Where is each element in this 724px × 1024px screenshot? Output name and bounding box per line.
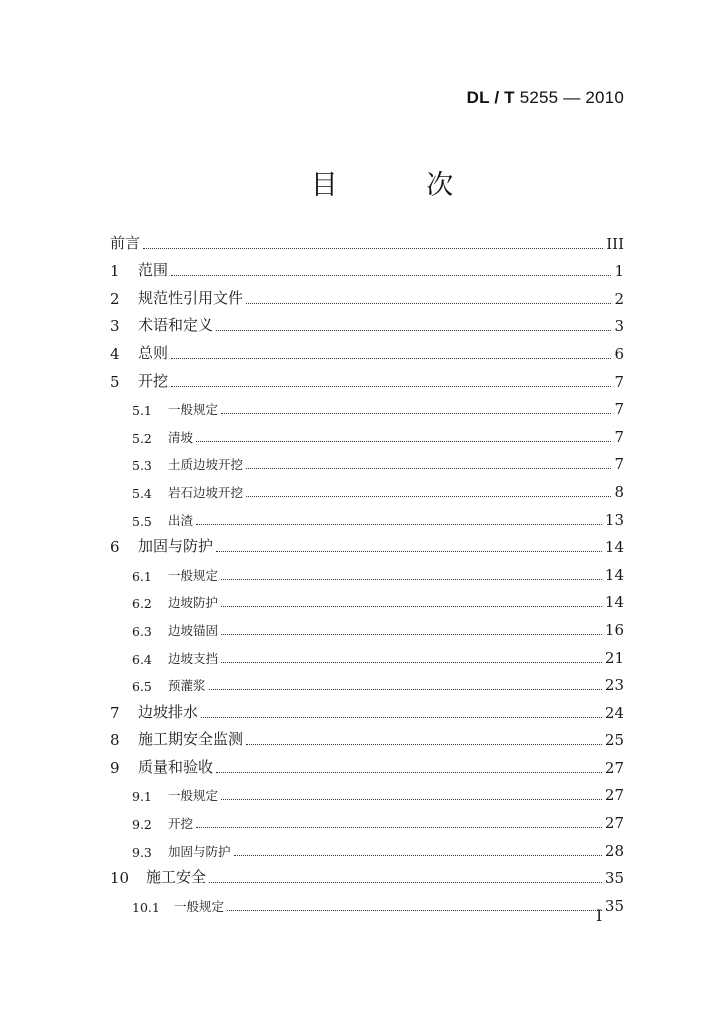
toc-entry-number: 6 [110,538,120,557]
toc-dot-leader [246,495,611,497]
toc-dot-leader [196,826,602,828]
toc-entry-number: 4 [110,344,120,363]
toc-entry-label: 边坡排水 [138,702,199,721]
toc-entry-number: 6.1 [132,568,152,584]
toc-entry-page: 7 [614,427,624,446]
toc-entry-page: 25 [604,731,624,750]
toc-entry-page: 27 [604,786,624,805]
toc-entry-label: 施工安全 [146,868,207,887]
toc-entry-number: 5.2 [132,430,152,446]
toc-entry-label: 土质边坡开挖 [168,457,244,473]
toc-dot-leader [216,771,602,773]
toc-entry-page: 14 [604,565,624,584]
toc-entry-number: 6.2 [132,596,152,612]
toc-entry-number: 7 [110,703,120,722]
toc-entry-label: 预灌浆 [168,678,206,694]
toc-entry[interactable] [110,780,624,808]
toc-dot-leader [246,467,611,469]
toc-entry-page: 27 [604,814,624,833]
toc-entry-number: 10 [110,869,130,888]
toc-dot-leader [143,247,603,249]
toc-entry[interactable] [110,752,624,780]
table-of-contents [110,228,624,918]
toc-entry-page: 2 [614,289,624,308]
toc-entry-number: 3 [110,317,120,336]
toc-entry-label: 术语和定义 [138,316,214,335]
toc-entry-page: 7 [614,372,624,391]
toc-entry[interactable] [110,835,624,863]
toc-dot-leader [234,854,602,856]
toc-entry[interactable] [110,807,624,835]
toc-dot-leader [216,329,611,331]
toc-entry-page: III [606,234,624,253]
toc-entry-page: 6 [614,344,624,363]
document-code-number: 5255 — 2010 [519,88,624,107]
toc-entry-label: 边坡支挡 [168,650,219,666]
toc-entry-number: 5.3 [132,458,152,474]
toc-dot-leader [196,440,611,442]
toc-dot-leader [201,716,602,718]
toc-entry-page: 3 [614,317,624,336]
toc-entry-page: 27 [604,758,624,777]
toc-entry-label: 清坡 [168,429,194,445]
toc-entry-number: 9.1 [132,789,152,805]
toc-entry-number: 5.1 [132,403,152,419]
toc-entry-page: 28 [604,841,624,860]
toc-entry-label: 一般规定 [168,402,219,418]
toc-entry-number: 10.1 [132,899,160,915]
toc-dot-leader [246,743,602,745]
toc-entry[interactable] [110,532,624,560]
toc-entry-number: 9.2 [132,817,152,833]
toc-entry[interactable] [110,697,624,725]
toc-entry-label: 出渣 [168,512,194,528]
toc-entry-page: 7 [614,400,624,419]
toc-dot-leader [171,274,611,276]
toc-entry[interactable] [110,421,624,449]
toc-entry-label: 总则 [138,343,169,362]
toc-entry-number: 1 [110,262,120,281]
toc-entry[interactable] [110,476,624,504]
toc-entry-label: 一般规定 [174,898,225,914]
toc-dot-leader [209,688,602,690]
toc-entry-page: 35 [604,896,624,915]
toc-entry-label: 边坡防护 [168,595,219,611]
toc-entry-label: 边坡锚固 [168,622,219,638]
toc-entry-label: 一般规定 [168,567,219,583]
toc-entry-page: 7 [614,455,624,474]
toc-entry-page: 8 [614,482,624,501]
toc-entry-number: 8 [110,731,120,750]
toc-entry-label: 范围 [138,261,169,280]
toc-dot-leader [171,357,611,359]
toc-entry[interactable] [110,559,624,587]
toc-entry[interactable] [110,256,624,284]
toc-entry[interactable] [110,338,624,366]
toc-entry-number: 2 [110,289,120,308]
toc-entry-page: 24 [604,703,624,722]
toc-dot-leader [221,605,602,607]
toc-entry-number: 5.4 [132,485,152,501]
toc-entry-label: 施工期安全监测 [138,730,244,749]
document-code-prefix: DL / T [466,88,515,107]
toc-entry-number: 6.5 [132,679,152,695]
toc-entry-number: 9.3 [132,844,152,860]
toc-entry[interactable] [110,890,624,918]
toc-entry-number: 6.4 [132,651,152,667]
toc-entry-label: 开挖 [138,371,169,390]
toc-dot-leader [209,881,602,883]
page-folio: I [596,906,603,925]
toc-entry-page: 1 [614,262,624,281]
toc-entry-page: 13 [604,510,624,529]
toc-dot-leader [221,661,602,663]
toc-entry[interactable] [110,366,624,394]
toc-entry-label: 加固与防护 [168,843,231,859]
toc-entry-page: 23 [604,676,624,695]
toc-entry[interactable] [110,283,624,311]
toc-entry[interactable] [110,311,624,339]
toc-entry-number: 9 [110,758,120,777]
toc-entry-label: 岩石边坡开挖 [168,484,244,500]
toc-entry-number: 5 [110,372,120,391]
toc-entry-page: 14 [604,593,624,612]
toc-entry[interactable] [110,725,624,753]
toc-dot-leader [246,302,611,304]
toc-entry-page: 14 [604,538,624,557]
toc-dot-leader [227,909,602,911]
toc-entry-label: 加固与防护 [138,537,214,556]
toc-entry-page: 21 [604,648,624,667]
toc-entry[interactable] [110,587,624,615]
toc-entry[interactable] [110,394,624,422]
toc-dot-leader [221,412,611,414]
toc-entry-number: 6.3 [132,623,152,639]
toc-entry-number: 5.5 [132,513,152,529]
toc-entry-label: 质量和验收 [138,757,214,776]
toc-entry[interactable] [110,504,624,532]
toc-entry-page: 35 [604,869,624,888]
toc-dot-leader [196,523,602,525]
toc-entry[interactable] [110,642,624,670]
toc-title: 目 次 [310,170,494,201]
document-code [467,88,624,108]
toc-entry-page: 16 [604,620,624,639]
toc-dot-leader [221,578,602,580]
toc-entry-label: 一般规定 [168,788,219,804]
toc-entry[interactable] [110,670,624,698]
toc-dot-leader [221,798,602,800]
toc-dot-leader [216,550,602,552]
toc-dot-leader [171,385,611,387]
toc-entry-label: 规范性引用文件 [138,288,244,307]
toc-entry-label: 开挖 [168,816,194,832]
toc-entry[interactable] [110,228,624,256]
toc-entry[interactable] [110,614,624,642]
toc-dot-leader [221,633,602,635]
toc-entry[interactable] [110,449,624,477]
toc-entry-label: 前言 [110,233,141,252]
toc-entry[interactable] [110,863,624,891]
